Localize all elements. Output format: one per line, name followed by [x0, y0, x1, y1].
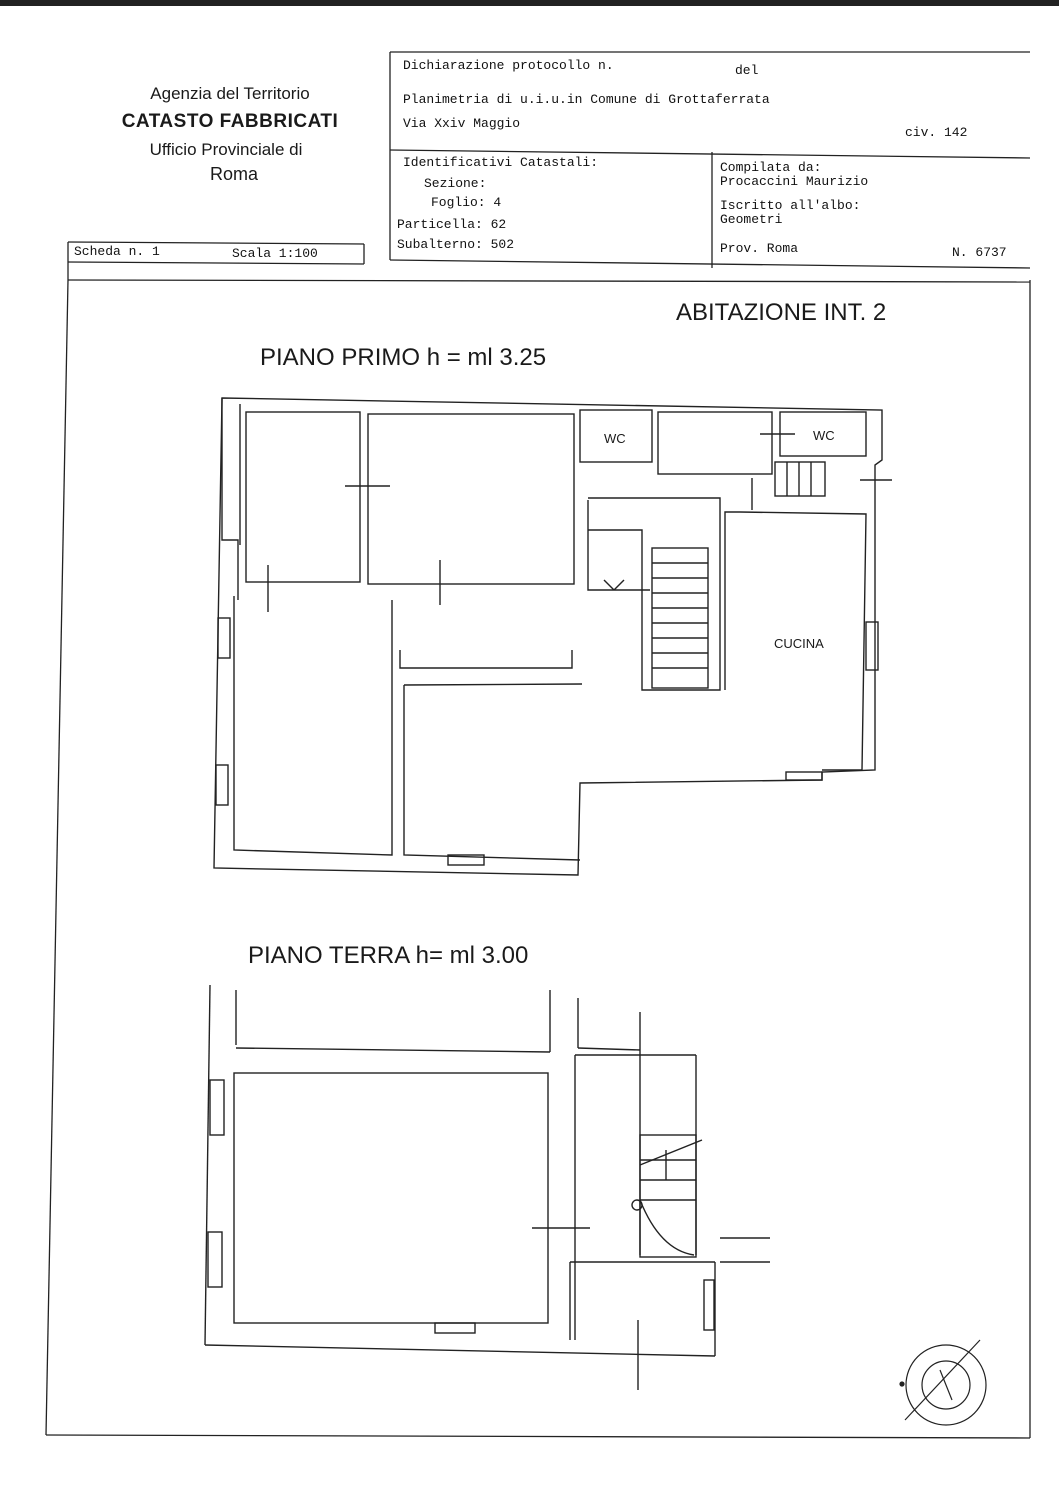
agency-name: Agenzia del Territorio — [150, 84, 310, 103]
piano-terra-heading: PIANO TERRA h= ml 3.00 — [248, 942, 529, 969]
room-label-cucina: CUCINA — [774, 636, 824, 651]
room-label-wc: WC — [604, 431, 626, 446]
piano-terra-plan — [205, 985, 770, 1390]
address-label: Via Xxiv Maggio — [403, 116, 521, 131]
del-label: del — [735, 63, 759, 78]
piano-primo-heading: PIANO PRIMO h = ml 3.25 — [260, 344, 547, 371]
province-name: Roma — [209, 164, 258, 184]
identificativi-title: Identificativi Catastali: — [403, 155, 599, 170]
compilata-label: Compilata da: — [720, 160, 822, 175]
province-value: Prov. Roma — [720, 241, 799, 256]
subalterno-value: Subalterno: 502 — [397, 237, 515, 252]
unit-title: ABITAZIONE INT. 2 — [676, 299, 887, 326]
sezione-label: Sezione: — [424, 176, 487, 191]
ufficio-label: Ufficio Provinciale di — [149, 140, 303, 159]
foglio-value: Foglio: 4 — [431, 195, 502, 210]
planimetria-label: Planimetria di u.i.u.in Comune di Grottaferrata — [403, 92, 770, 107]
room-label-wc: WC — [813, 428, 835, 443]
albo-value: Geometri — [720, 212, 783, 227]
iscritto-label: Iscritto all'albo: — [720, 198, 861, 213]
north-arrow-icon — [900, 1340, 986, 1425]
compilata-name: Procaccini Maurizio — [720, 174, 869, 189]
dichiarazione-label: Dichiarazione protocollo n. — [403, 58, 614, 73]
scale-label: Scala 1:100 — [232, 246, 318, 261]
albo-number: N. 6737 — [952, 245, 1007, 260]
header-frame — [46, 52, 1030, 1438]
particella-value: Particella: 62 — [397, 217, 507, 232]
civic-number: civ. 142 — [905, 125, 968, 140]
catasto-title: CATASTO FABBRICATI — [121, 111, 339, 132]
scheda-label: Scheda n. 1 — [74, 244, 160, 259]
